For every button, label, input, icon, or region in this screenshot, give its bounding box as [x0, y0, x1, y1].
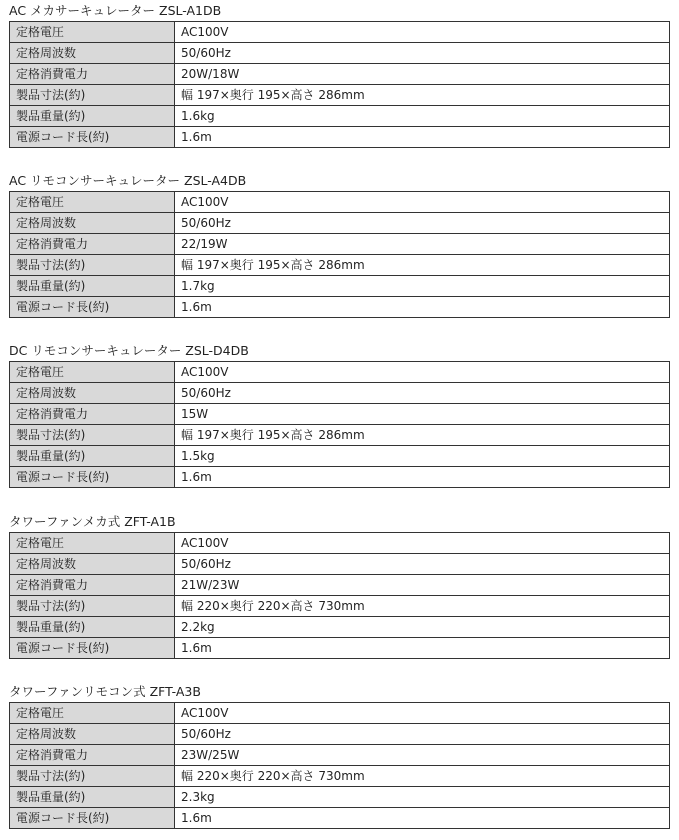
row-value: 50/60Hz [175, 43, 670, 64]
row-value: 1.6kg [175, 106, 670, 127]
section-title: AC リモコンサーキュレーター ZSL-A4DB [9, 173, 247, 188]
row-value: 50/60Hz [175, 554, 670, 575]
table-row [10, 43, 670, 64]
row-label: 製品重量(約) [10, 446, 175, 467]
row-label: 電源コード長(約) [10, 467, 175, 488]
row-label: 定格電圧 [10, 703, 175, 724]
table-row [10, 467, 670, 488]
row-value: 1.6m [175, 467, 670, 488]
table-row [10, 255, 670, 276]
table-row [10, 362, 670, 383]
row-value: AC100V [175, 533, 670, 554]
spec-section-zsl-a1db [9, 1, 670, 148]
row-value: 幅 197×奥行 195×高さ 286mm [175, 425, 670, 446]
table-row [10, 85, 670, 106]
table-row [10, 276, 670, 297]
row-value: AC100V [175, 192, 670, 213]
row-value: 幅 220×奥行 220×高さ 730mm [175, 596, 670, 617]
row-label: 電源コード長(約) [10, 127, 175, 148]
row-value: 50/60Hz [175, 383, 670, 404]
row-label: 製品重量(約) [10, 617, 175, 638]
row-label: 製品重量(約) [10, 276, 175, 297]
row-label: 製品寸法(約) [10, 425, 175, 446]
row-value: 23W/25W [175, 745, 670, 766]
table-row [10, 766, 670, 787]
table-row [10, 554, 670, 575]
row-label: 製品寸法(約) [10, 85, 175, 106]
row-value: 1.5kg [175, 446, 670, 467]
table-row [10, 808, 670, 829]
table-row [10, 596, 670, 617]
row-label: 製品寸法(約) [10, 255, 175, 276]
table-row [10, 383, 670, 404]
row-value: 1.7kg [175, 276, 670, 297]
section-title: タワーファンリモコン式 ZFT-A3B [9, 684, 201, 699]
table-row [10, 127, 670, 148]
section-title: DC リモコンサーキュレーター ZSL-D4DB [9, 343, 249, 358]
table-row [10, 703, 670, 724]
row-value: 1.6m [175, 808, 670, 829]
spec-section-zft-a1b [9, 512, 670, 659]
table-row [10, 404, 670, 425]
spec-table [9, 21, 670, 148]
row-value: 15W [175, 404, 670, 425]
table-row [10, 617, 670, 638]
table-row [10, 446, 670, 467]
row-value: 1.6m [175, 638, 670, 659]
row-value: 2.2kg [175, 617, 670, 638]
row-value: 50/60Hz [175, 213, 670, 234]
spec-section-zsl-a4db [9, 171, 670, 318]
row-label: 定格周波数 [10, 43, 175, 64]
table-row [10, 425, 670, 446]
row-label: 定格消費電力 [10, 234, 175, 255]
row-label: 定格周波数 [10, 724, 175, 745]
table-row [10, 787, 670, 808]
row-label: 製品重量(約) [10, 787, 175, 808]
section-title: AC メカサーキュレーター ZSL-A1DB [9, 3, 222, 18]
section-title: タワーファンメカ式 ZFT-A1B [9, 514, 176, 529]
row-value: 1.6m [175, 297, 670, 318]
row-label: 定格消費電力 [10, 64, 175, 85]
row-value: 幅 197×奥行 195×高さ 286mm [175, 255, 670, 276]
spec-section-zft-a3b [9, 682, 670, 829]
row-label: 定格電圧 [10, 362, 175, 383]
row-label: 定格電圧 [10, 533, 175, 554]
row-value: 20W/18W [175, 64, 670, 85]
row-value: AC100V [175, 703, 670, 724]
spec-section-zsl-d4db [9, 341, 670, 488]
table-row [10, 533, 670, 554]
spec-table [9, 361, 670, 488]
row-value: 50/60Hz [175, 724, 670, 745]
row-label: 製品寸法(約) [10, 596, 175, 617]
table-row [10, 638, 670, 659]
row-value: AC100V [175, 22, 670, 43]
row-label: 製品寸法(約) [10, 766, 175, 787]
table-row [10, 64, 670, 85]
row-value: 22/19W [175, 234, 670, 255]
spec-table [9, 532, 670, 659]
row-label: 定格周波数 [10, 213, 175, 234]
row-value: 21W/23W [175, 575, 670, 596]
row-label: 製品重量(約) [10, 106, 175, 127]
row-value: 2.3kg [175, 787, 670, 808]
row-label: 電源コード長(約) [10, 638, 175, 659]
row-label: 定格電圧 [10, 192, 175, 213]
table-row [10, 297, 670, 318]
table-row [10, 234, 670, 255]
table-row [10, 213, 670, 234]
row-label: 定格消費電力 [10, 575, 175, 596]
table-row [10, 22, 670, 43]
table-row [10, 192, 670, 213]
table-row [10, 106, 670, 127]
row-label: 定格電圧 [10, 22, 175, 43]
row-label: 定格消費電力 [10, 404, 175, 425]
spec-table [9, 191, 670, 318]
row-label: 定格周波数 [10, 383, 175, 404]
row-value: 幅 197×奥行 195×高さ 286mm [175, 85, 670, 106]
row-value: AC100V [175, 362, 670, 383]
table-row [10, 745, 670, 766]
row-label: 定格周波数 [10, 554, 175, 575]
row-label: 電源コード長(約) [10, 297, 175, 318]
row-label: 電源コード長(約) [10, 808, 175, 829]
row-label: 定格消費電力 [10, 745, 175, 766]
spec-table [9, 702, 670, 829]
table-row [10, 575, 670, 596]
row-value: 1.6m [175, 127, 670, 148]
row-value: 幅 220×奥行 220×高さ 730mm [175, 766, 670, 787]
table-row [10, 724, 670, 745]
